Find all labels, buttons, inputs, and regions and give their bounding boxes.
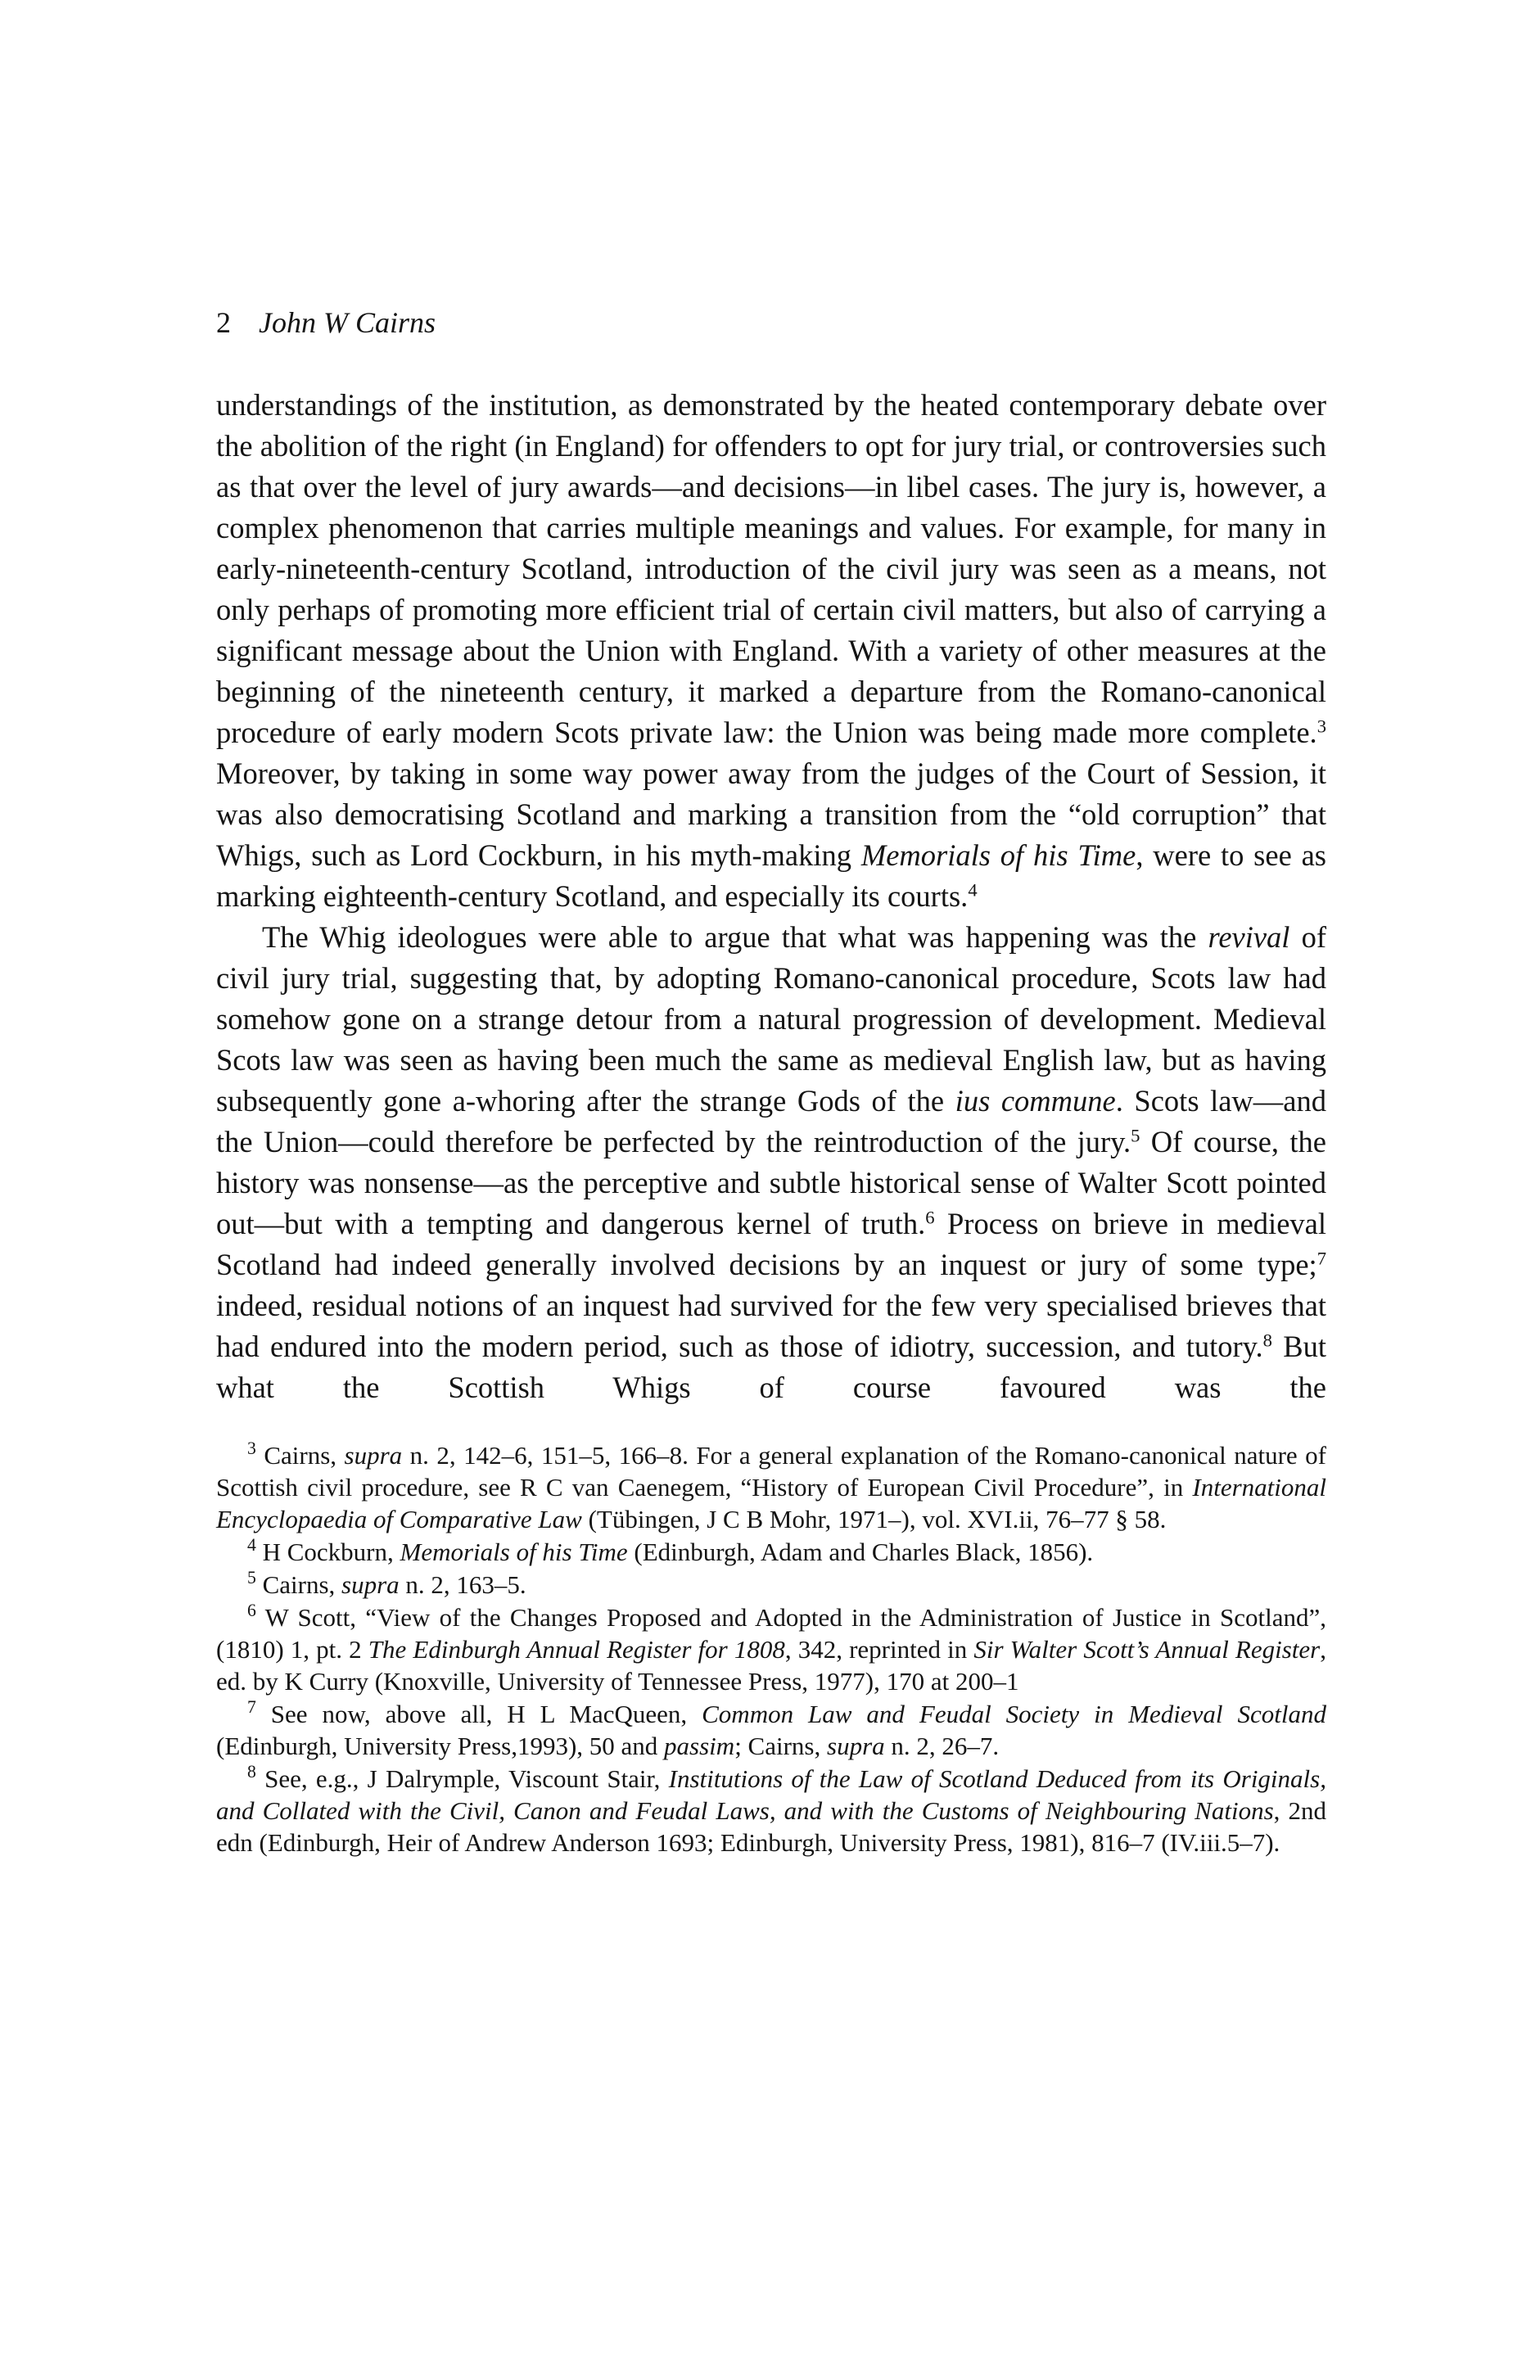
text-run: See now, above all, H L MacQueen, — [255, 1700, 702, 1728]
footnote-ref: 3 — [247, 1438, 256, 1459]
footnote — [216, 1536, 1326, 1568]
text-run: W Scott, “View of the Changes Proposed and Adopted in the Administration of Justice in Scotland”, (1810) 1, pt. 2 — [216, 1603, 1326, 1664]
footnote-ref: 6 — [247, 1601, 256, 1621]
text-run: (Edinburgh, Adam and Charles Black, 1856). — [627, 1538, 1094, 1566]
italic-text: supra — [341, 1570, 400, 1599]
text-run: Cairns, — [255, 1570, 342, 1599]
text-run: Process on brieve in medieval Scotland had indeed generally involved decisions by an inquest or jury of some type; — [216, 1207, 1326, 1281]
footnote-ref: 6 — [925, 1207, 935, 1228]
text-run: The Whig ideologues were able to argue that what was happening was the — [262, 920, 1208, 954]
running-head-author: John W Cairns — [259, 306, 436, 339]
text-run: Of course, the history was nonsense—as the perceptive and subtle historical sense of Walter Scott pointed out—but with a tempting and dangerous kernel of truth. — [216, 1125, 1326, 1240]
italic-text: Institutions of the Law of Scotland Deduced from its Originals, and Collated with the Civil, Canon and Feudal Laws, and with the Customs of Neighbouring Nations — [216, 1764, 1326, 1825]
footnote-ref: 7 — [247, 1697, 256, 1718]
footnote-ref: 4 — [968, 879, 978, 901]
paragraph — [216, 385, 1326, 917]
footnote-ref: 5 — [247, 1568, 256, 1588]
page — [216, 305, 1326, 1859]
footnote — [216, 1763, 1326, 1858]
text-run: , 342, reprinted in — [784, 1635, 974, 1664]
footnote — [216, 1698, 1326, 1762]
italic-text: supra — [827, 1732, 885, 1760]
text-run: ; Cairns, — [734, 1732, 827, 1760]
text-run: But what the Scottish Whigs of course favoured was the — [216, 1330, 1326, 1404]
footnotes — [216, 1439, 1326, 1858]
text-run: (Edinburgh, University Press,1993), 50 and — [216, 1732, 665, 1760]
text-run: (Tübingen, J C B Mohr, 1971–), vol. XVI.ii, 76–77 § 58. — [581, 1505, 1167, 1533]
text-run: understandings of the institution, as demonstrated by the heated contemporary debate over the abolition of the right (in England) for offenders to opt for jury trial, or controversies such as that over the level of jury awards—and decisions—in libel cases. The jury is, however, a complex phenomenon that carries multiple meanings and values. For example, for many in early-nineteenth-century Scotland, introduction of the civil jury was seen as a means, not only perhaps of promoting more efficient trial of certain civil matters, but also of carrying a significant message about the Union with England. With a variety of other measures at the beginning of the nineteenth century, it marked a departure from the Romano-canonical procedure of early modern Scots private law: the Union was being made more complete. — [216, 388, 1326, 749]
text-run: indeed, residual notions of an inquest had survived for the few very specialised brieves that had endured into the modern period, such as those of idiotry, succession, and tutory. — [216, 1289, 1326, 1363]
footnote-ref: 8 — [247, 1762, 256, 1782]
italic-text: ius commune — [955, 1084, 1116, 1118]
body-text — [216, 385, 1326, 1408]
paragraph — [216, 917, 1326, 1408]
text-run: n. 2, 26–7. — [884, 1732, 1000, 1760]
footnote-ref: 5 — [1131, 1125, 1140, 1146]
text-run: of civil jury trial, suggesting that, by adopting Romano-canonical procedure, Scots law had somehow gone on a strange detour from a natural progression of development. Medieval Scots law was seen as having been much the same as medieval English law, but as having subsequently gone a-whoring after the strange Gods of the — [216, 920, 1326, 1118]
italic-text: International Encyclopaedia of Comparative Law — [216, 1473, 1326, 1533]
footnote-ref: 3 — [1316, 716, 1326, 737]
text-run: Moreover, by taking in some way power away from the judges of the Court of Session, it was also democratising Scotland and marking a transition from the “old corruption” that Whigs, such as Lord Cockburn, in his myth-making — [216, 756, 1326, 872]
footnote-ref: 8 — [1262, 1330, 1272, 1351]
text-run: , ed. by K Curry (Knoxville, University of Tennessee Press, 1977), 170 at 200–1 — [216, 1635, 1326, 1696]
italic-text: Memorials of his Time — [860, 838, 1136, 872]
footnote — [216, 1439, 1326, 1535]
text-run: n. 2, 142–6, 151–5, 166–8. For a general explanation of the Romano-canonical nature of Scottish civil procedure, see R C van Caenegem, “History of European Civil Procedure”, in — [216, 1441, 1327, 1502]
running-head — [216, 305, 1326, 341]
footnote — [216, 1601, 1326, 1697]
page-number: 2 — [216, 306, 231, 339]
italic-text: passim — [664, 1732, 735, 1760]
text-run: See, e.g., J Dalrymple, Viscount Stair, — [255, 1764, 669, 1793]
italic-text: Common Law and Feudal Society in Medieval Scotland — [702, 1700, 1326, 1728]
text-run: Cairns, — [255, 1441, 345, 1470]
footnote-ref: 7 — [1316, 1248, 1326, 1269]
italic-text: Sir Walter Scott’s Annual Register — [973, 1635, 1321, 1664]
text-run: n. 2, 163–5. — [399, 1570, 526, 1599]
italic-text: revival — [1208, 920, 1290, 954]
text-run: . Scots law—and the Union—could therefore be perfected by the reintroduction of the jury. — [216, 1084, 1326, 1158]
footnote-ref: 4 — [247, 1535, 256, 1556]
footnote — [216, 1569, 1326, 1601]
text-run: , were to see as marking eighteenth-century Scotland, and especially its courts. — [216, 838, 1326, 913]
italic-text: The Edinburgh Annual Register for 1808 — [368, 1635, 785, 1664]
italic-text: Memorials of his Time — [400, 1538, 628, 1566]
text-run: H Cockburn, — [255, 1538, 400, 1566]
italic-text: supra — [344, 1441, 403, 1470]
text-run: , 2nd edn (Edinburgh, Heir of Andrew Anderson 1693; Edinburgh, University Press, 1981), 816–7 (IV.iii.5–7). — [216, 1796, 1326, 1857]
